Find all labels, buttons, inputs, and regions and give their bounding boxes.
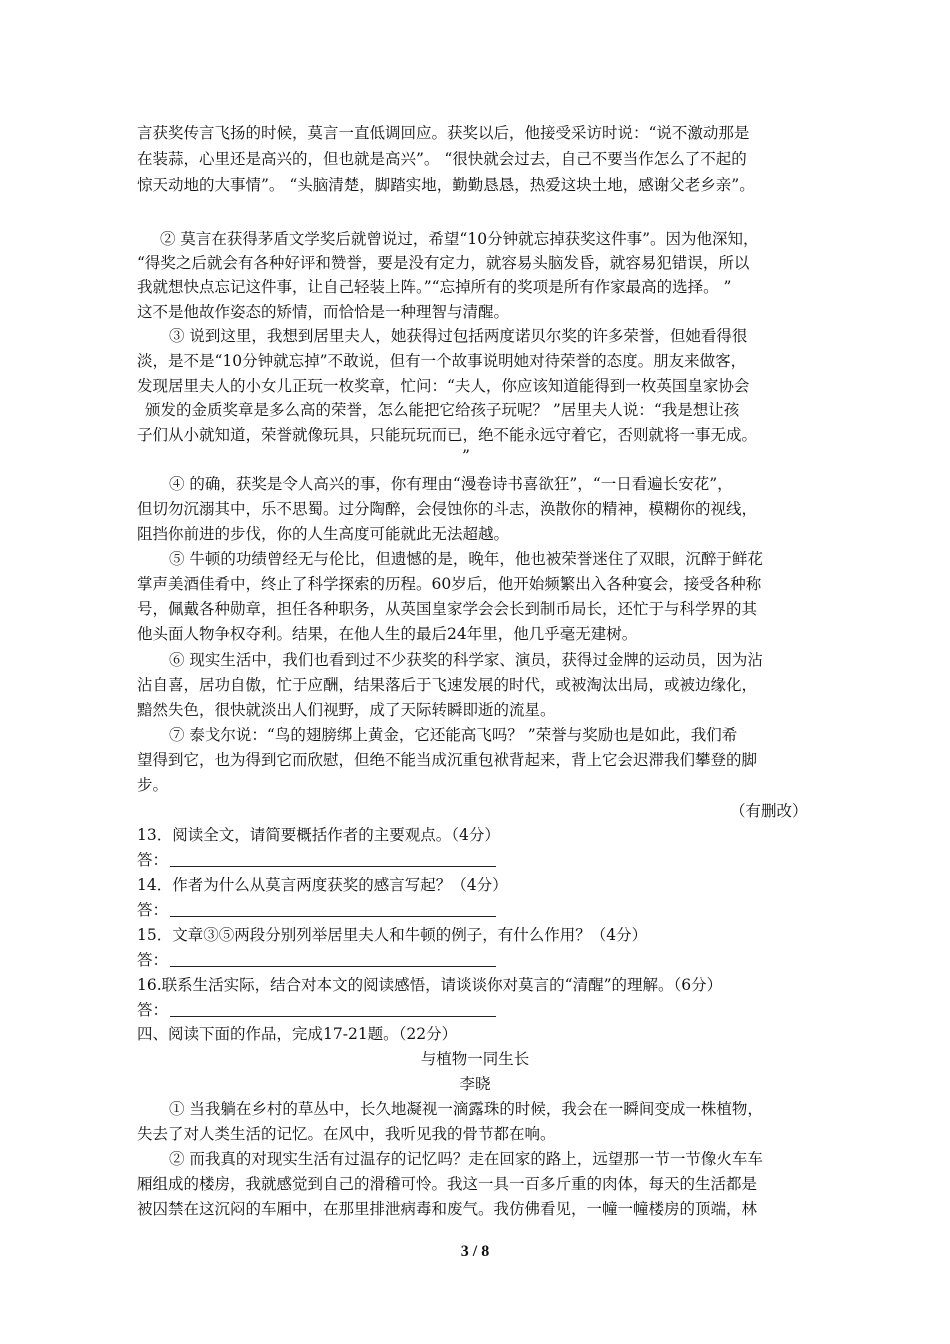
- paragraph-5-line: 号，佩戴各种勋章，担任各种职务，从英国皇家学会会长到制币局长，还忙于与科学界的其: [137, 600, 758, 618]
- article-paragraph-2-line: 被囚禁在这沉闷的车厢中，在那里排泄病毒和废气。我仿佛看见，一幢一幢楼房的顶端，林: [137, 1200, 758, 1218]
- paragraph-5-line: 掌声美酒佳肴中，终止了科学探索的历程。60岁后，他开始频繁出入各种宴会，接受各种称: [137, 575, 762, 593]
- answer-field-16[interactable]: [170, 1016, 496, 1017]
- section-heading: 四、阅读下面的作品，完成17-21题。（22分）: [137, 1025, 458, 1043]
- paragraph-6-line: 黯然失色，很快就淡出人们视野，成了天际转瞬即逝的流星。: [137, 701, 556, 719]
- paragraph-3-line: ③ 说到这里，我想到居里夫人，她获得过包括两度诺贝尔奖的许多荣誉，但她看得很: [169, 327, 748, 345]
- paragraph-3-line: 淡，是不是“10分钟就忘掉”不敢说，但有一个故事说明她对待荣誉的态度。朋友来做客，: [137, 352, 747, 370]
- paragraph-7-line: ⑦ 泰戈尔说：“鸟的翅膀绑上黄金，它还能高飞吗？ ”荣誉与奖励也是如此，我们希: [169, 726, 738, 744]
- source-note: （有删改）: [730, 802, 808, 820]
- paragraph-4-line: 但切勿沉溺其中，乐不思蜀。过分陶醉，会侵蚀你的斗志，涣散你的精神，模糊你的视线，: [137, 500, 758, 518]
- page-number: 3 / 8: [460, 1243, 490, 1260]
- paragraph-2-line: 我就想快点忘记这件事，让自己轻装上阵。”“忘掉所有的奖项是所有作家最高的选择。 ”: [137, 278, 732, 296]
- answer-label: 答：: [137, 851, 169, 869]
- text-line: 在装蒜，心里还是高兴的，但也就是高兴”。 “很快就会过去，自己不要当作怎么了不起的: [137, 150, 747, 168]
- paragraph-2-line: 这不是他故作姿态的矫情，而恰恰是一种理智与清醒。: [137, 303, 510, 321]
- paragraph-3-line: 发现居里夫人的小女儿正玩一枚奖章，忙问：“夫人，你应该知道能得到一枚英国皇家协会: [137, 377, 750, 395]
- paragraph-4-line: 阻挡你前进的步伐，你的人生高度可能就此无法超越。: [137, 525, 510, 543]
- article-paragraph-2-line: ② 而我真的对现实生活有过温存的记忆吗？走在回家的路上，远望那一节一节像火车车: [169, 1150, 763, 1168]
- article-paragraph-1-line: ① 当我躺在乡村的草丛中，长久地凝视一滴露珠的时候，我会在一瞬间变成一株植物，: [169, 1100, 763, 1118]
- question-16: 16.联系生活实际，结合对本文的阅读感悟，请谈谈你对莫言的“清醒”的理解。（6分）: [137, 976, 723, 994]
- paragraph-6-line: 沾自喜，居功自傲，忙于应酬，结果落后于飞速发展的时代，或被淘汰出局，或被边缘化，: [137, 676, 758, 694]
- article-author: 李晓: [459, 1075, 491, 1093]
- answer-label: 答：: [137, 951, 169, 969]
- text-line: 言获奖传言飞扬的时候，莫言一直低调回应。获奖以后，他接受采访时说：“说不激动那是: [137, 124, 750, 142]
- answer-label: 答：: [137, 901, 169, 919]
- article-paragraph-2-line: 厢组成的楼房，我就感觉到自己的滑稽可怜。我这一具一百多斤重的肉体，每天的生活都是: [137, 1175, 758, 1193]
- paragraph-3-line: ”: [462, 447, 470, 465]
- paragraph-5-line: 他头面人物争权夺利。结果，在他人生的最后24年里，他几乎毫无建树。: [137, 625, 638, 643]
- answer-label: 答：: [137, 1001, 169, 1019]
- paragraph-4-line: ④ 的确，获奖是令人高兴的事，你有理由“漫卷诗书喜欲狂”，“一日看遍长安花”，: [169, 475, 733, 493]
- paragraph-2-line: “得奖之后就会有各种好评和赞誉，要是没有定力，就容易头脑发昏，就容易犯错误，所以: [137, 254, 750, 272]
- article-paragraph-1-line: 失去了对人类生活的记忆。在风中，我听见我的骨节都在响。: [137, 1125, 556, 1143]
- question-14: 14．作者为什么从莫言两度获奖的感言写起？（4分）: [137, 876, 508, 894]
- paragraph-6-line: ⑥ 现实生活中，我们也看到过不少获奖的科学家、演员，获得过金牌的运动员，因为沾: [169, 651, 763, 669]
- paragraph-3-line: 颁发的金质奖章是多么高的荣誉，怎么能把它给孩子玩呢？ ”居里夫人说：“我是想让孩: [145, 401, 740, 419]
- answer-field-13[interactable]: [170, 866, 496, 867]
- text-line: 惊天动地的大事情”。 “头脑清楚，脚踏实地，勤勤恳恳，热爱这块土地，感谢父老乡亲”。: [137, 176, 755, 194]
- question-15: 15．文章③⑤两段分别列举居里夫人和牛顿的例子，有什么作用？（4分）: [137, 926, 648, 944]
- paragraph-3-line: 子们从小就知道，荣誉就像玩具，只能玩玩而已，绝不能永远守着它，否则就将一事无成。: [137, 426, 758, 444]
- paragraph-5-line: ⑤ 牛顿的功绩曾经无与伦比，但遗憾的是，晚年，他也被荣誉迷住了双眼，沉醉于鲜花: [169, 550, 763, 568]
- answer-field-14[interactable]: [170, 916, 496, 917]
- article-title: 与植物一同生长: [420, 1050, 530, 1068]
- question-13: 13．阅读全文，请简要概括作者的主要观点。（4分）: [137, 826, 500, 844]
- paragraph-7-line: 望得到它，也为得到它而欣慰，但绝不能当成沉重包袱背起来，背上它会迟滞我们攀登的脚: [137, 751, 758, 769]
- paragraph-7-line: 步。: [137, 776, 169, 794]
- paragraph-2-line: ② 莫言在获得茅盾文学奖后就曾说过，希望“10分钟就忘掉获奖这件事”。因为他深知，: [160, 230, 759, 248]
- answer-field-15[interactable]: [170, 966, 496, 967]
